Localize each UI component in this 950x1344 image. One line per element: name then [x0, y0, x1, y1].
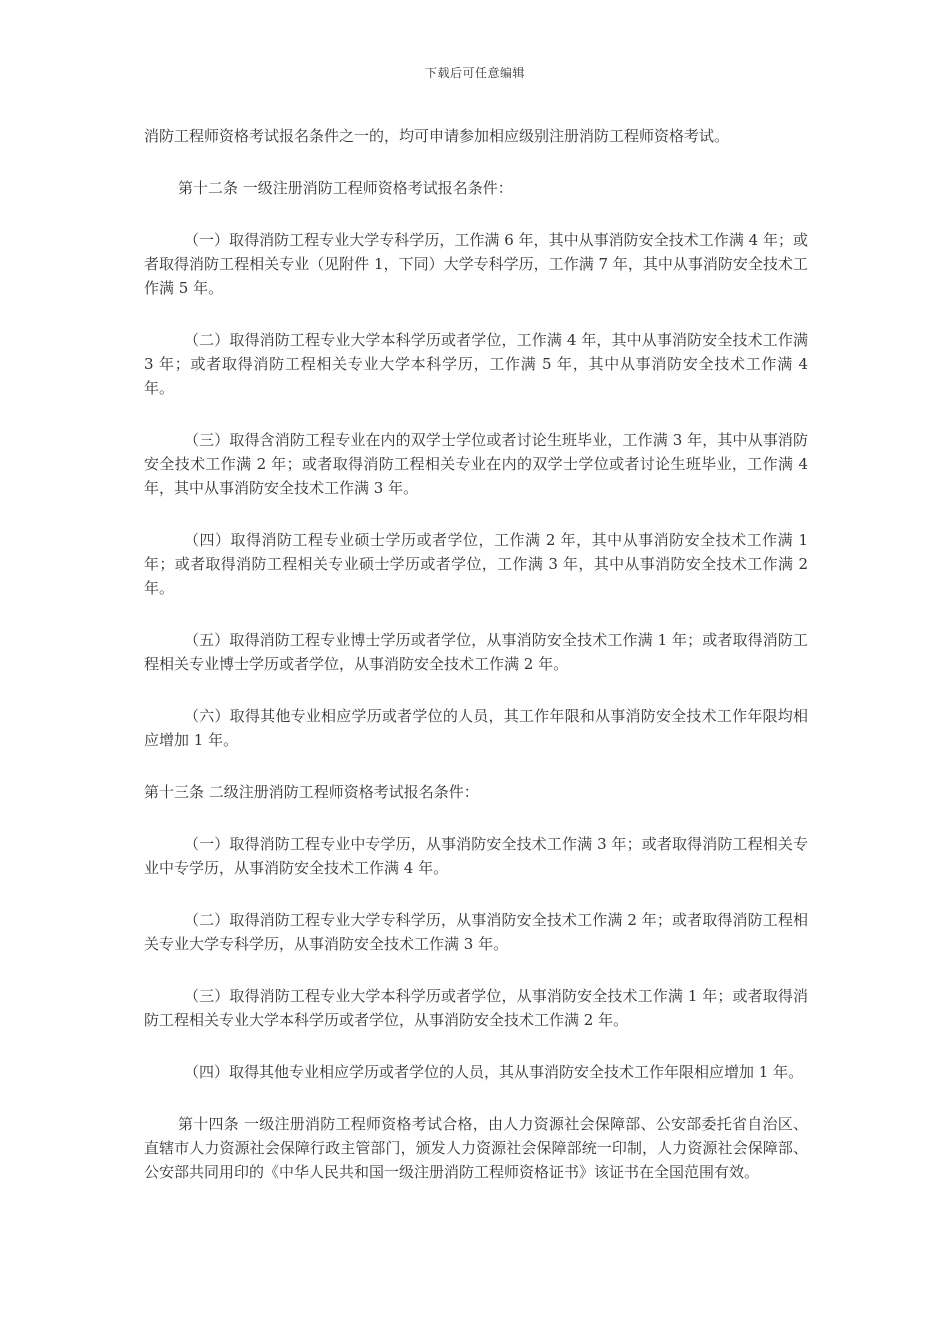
article-13-item-3: （三）取得消防工程专业大学本科学历或者学位，从事消防安全技术工作满 1 年；或者取得消防工程相关专业大学本科学历或者学位，从事消防安全技术工作满 2 年。 — [144, 987, 808, 1029]
article-13-heading: 第十三条 二级注册消防工程师资格考试报名条件： — [144, 783, 479, 801]
document-body — [144, 124, 808, 1212]
article-12-item-4: （四）取得消防工程专业硕士学历或者学位，工作满 2 年，其中从事消防安全技术工作满 1 年；或者取得消防工程相关专业硕士学历或者学位，工作满 3 年，其中从事消防安全技术工作满 2 年。 — [144, 531, 808, 597]
article-12-item-3: （三）取得含消防工程专业在内的双学士学位或者讨论生班毕业，工作满 3 年，其中从事消防安全技术工作满 2 年；或者取得消防工程相关专业在内的双学士学位或者讨论生班毕业，工作满 4 年，其中从事消防安全技术工作满 3 年。 — [144, 431, 808, 497]
article-12-item-6: （六）取得其他专业相应学历或者学位的人员，其工作年限和从事消防安全技术工作年限均相应增加 1 年。 — [144, 707, 808, 749]
page-header: 下载后可任意编辑 — [424, 66, 525, 80]
paragraph-continuation: 消防工程师资格考试报名条件之一的，均可申请参加相应级别注册消防工程师资格考试。 — [144, 127, 730, 145]
article-13-item-4: （四）取得其他专业相应学历或者学位的人员，其从事消防安全技术工作年限相应增加 1 年。 — [184, 1063, 804, 1081]
article-13-item-1: （一）取得消防工程专业中专学历，从事消防安全技术工作满 3 年；或者取得消防工程相关专业中专学历，从事消防安全技术工作满 4 年。 — [144, 835, 808, 877]
article-12-item-1: （一）取得消防工程专业大学专科学历，工作满 6 年，其中从事消防安全技术工作满 4 年；或者取得消防工程相关专业（见附件 1，下同）大学专科学历，工作满 7 年，其中从事消防安全技术工作满 5 年。 — [144, 231, 808, 297]
article-13-item-2: （二）取得消防工程专业大学专科学历，从事消防安全技术工作满 2 年；或者取得消防工程相关专业大学专科学历，从事消防安全技术工作满 3 年。 — [144, 911, 808, 953]
article-12-heading: 第十二条 一级注册消防工程师资格考试报名条件： — [178, 179, 513, 197]
article-12-item-2: （二）取得消防工程专业大学本科学历或者学位，工作满 4 年，其中从事消防安全技术工作满 3 年；或者取得消防工程相关专业大学本科学历，工作满 5 年，其中从事消防安全技术工作满 4 年。 — [144, 331, 808, 397]
article-14-paragraph: 第十四条 一级注册消防工程师资格考试合格，由人力资源社会保障部、公安部委托省自治区、直辖市人力资源社会保障行政主管部门，颁发人力资源社会保障部统一印制，人力资源社会保障部、公安部共同用印的《中华人民共和国一级注册消防工程师资格证书》该证书在全国范围有效。 — [144, 1115, 808, 1181]
article-12-item-5: （五）取得消防工程专业博士学历或者学位，从事消防安全技术工作满 1 年；或者取得消防工程相关专业博士学历或者学位，从事消防安全技术工作满 2 年。 — [144, 631, 808, 673]
